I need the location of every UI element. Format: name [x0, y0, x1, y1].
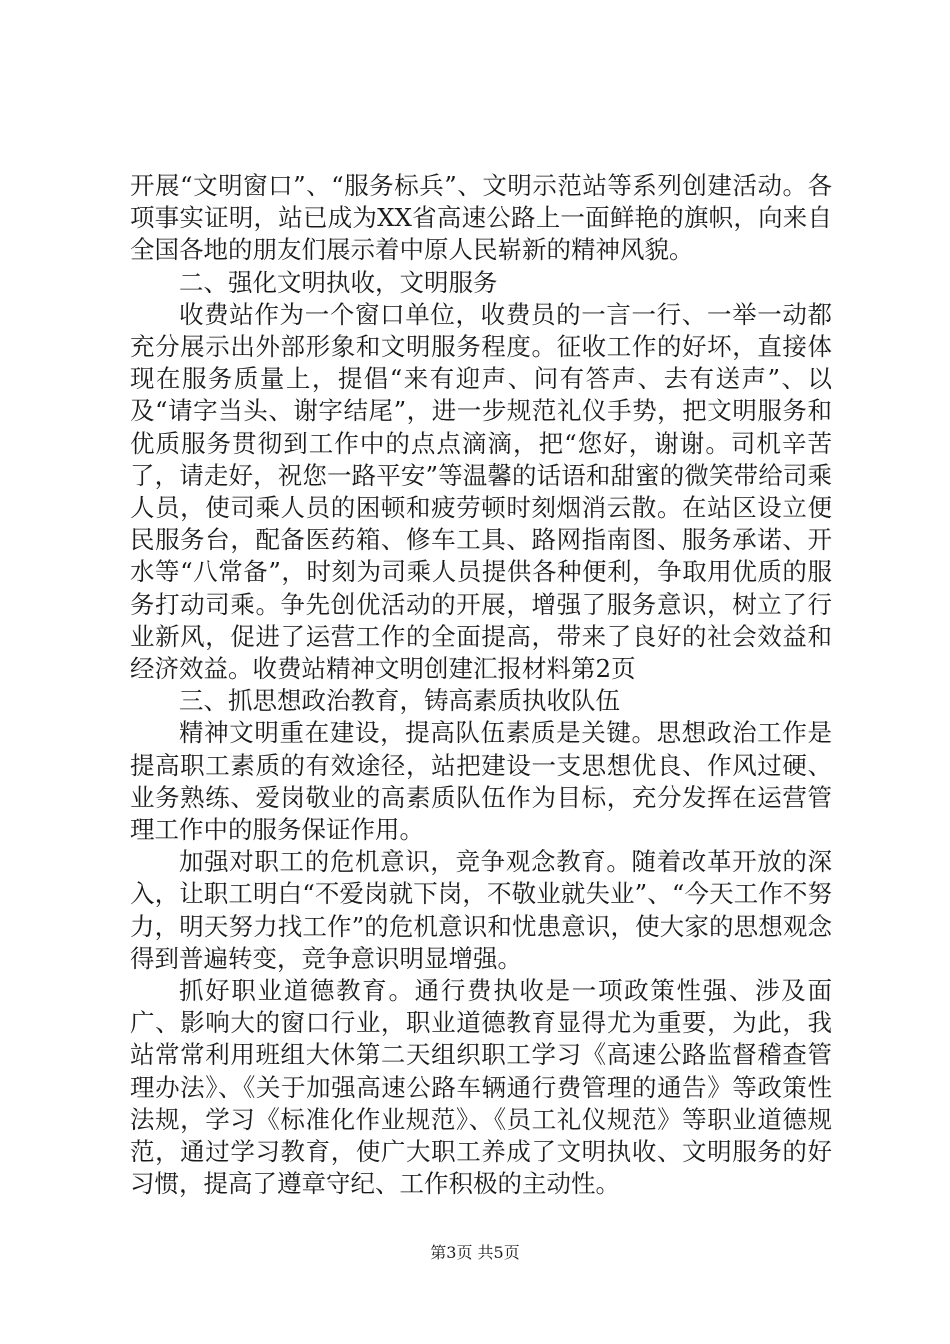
page-footer: 第3页 共5页	[430, 1243, 520, 1262]
paragraph-5: 精神文明重在建设，提高队伍素质是关键。思想政治工作是提高职工素质的有效途径，站把建设一支思想优良、作风过硬、业务熟练、爱岗敬业的高素质队伍作为目标，充分发挥在运营管理工作中的服务保证作用。	[130, 718, 832, 845]
document-body	[130, 170, 832, 1201]
paragraph-3: 收费站作为一个窗口单位，收费员的一言一行、一举一动都充分展示出外部形象和文明服务程度。征收工作的好坏，直接体现在服务质量上，提倡“来有迎声、问有答声、去有送声”、以及“请字当头、谢字结尾”，进一步规范礼仪手势，把文明服务和优质服务贯彻到工作中的点点滴滴，把“您好，谢谢。司机辛苦了，请走好，祝您一路平安”等温馨的话语和甜蜜的微笑带给司乘人员，使司乘人员的困顿和疲劳顿时刻烟消云散。在站区设立便民服务台，配备医药箱、修车工具、路网指南图、服务承诺、开水等“八常备”，时刻为司乘人员提供各种便利，争取用优质的服务打动司乘。争先创优活动的开展，增强了服务意识，树立了行业新风，促进了运营工作的全面提高，带来了良好的社会效益和经济效益。收费站精神文明创建汇报材料第2页	[130, 299, 832, 684]
paragraph-1: 开展“文明窗口”、“服务标兵”、文明示范站等系列创建活动。各项事实证明，站已成为XX省高速公路上一面鲜艳的旗帜，向来自全国各地的朋友们展示着中原人民崭新的精神风貌。	[130, 171, 832, 265]
section-heading-3: 三、抓思想政治教育，铸高素质执收队伍	[179, 686, 620, 716]
section-heading-2: 二、强化文明执收，文明服务	[179, 267, 498, 297]
paragraph-7: 抓好职业道德教育。通行费执收是一项政策性强、涉及面广、影响大的窗口行业，职业道德教育显得尤为重要，为此，我站常常利用班组大休第二天组织职工学习《高速公路监督稽查管理办法》、《关于加强高速公路车辆通行费管理的通告》等政策性法规，学习《标准化作业规范》、《员工礼仪规范》等职业道德规范，通过学习教育，使广大职工养成了文明执收、文明服务的好习惯，提高了遵章守纪、工作积极的主动性。	[130, 976, 832, 1199]
paragraph-6: 加强对职工的危机意识，竞争观念教育。随着改革开放的深入，让职工明白“不爱岗就下岗，不敬业就失业”、“今天工作不努力，明天努力找工作”的危机意识和忧患意识，使大家的思想观念得到普遍转变，竞争意识明显增强。	[130, 847, 832, 973]
